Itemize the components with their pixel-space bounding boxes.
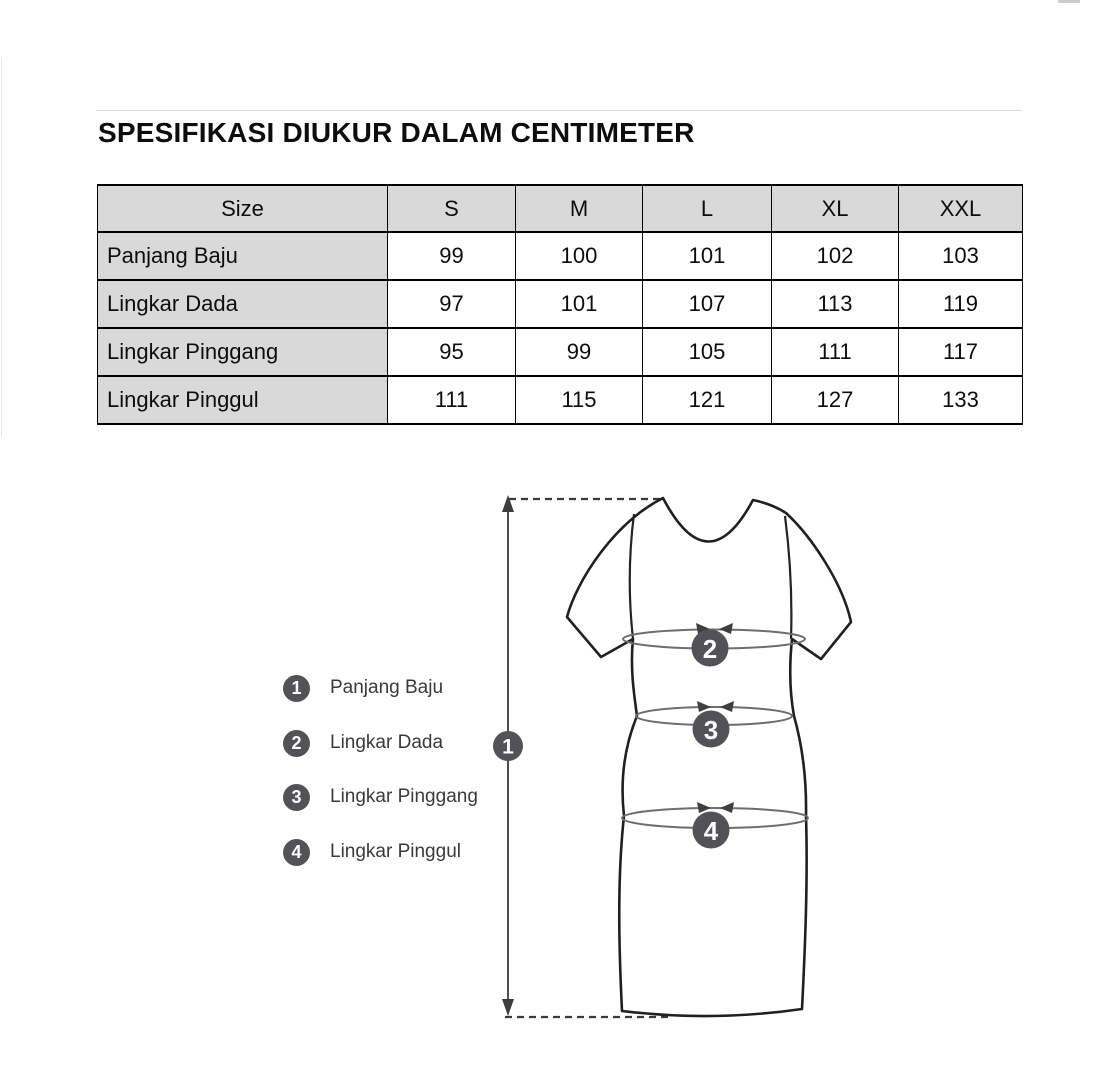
cell-value: 107 xyxy=(643,280,772,328)
cell-value: 97 xyxy=(388,280,516,328)
page-title: SPESIFIKASI DIUKUR DALAM CENTIMETER xyxy=(98,117,695,148)
legend-label: Lingkar Dada xyxy=(330,732,444,753)
cell-value: 99 xyxy=(388,232,516,280)
legend-badge-1-icon: 1 xyxy=(283,675,310,702)
col-header-size: Size xyxy=(98,185,388,232)
length-measure-badge xyxy=(493,731,523,761)
cell-value: 99 xyxy=(516,328,643,376)
cell-value: 133 xyxy=(899,376,1023,424)
col-header-m: M xyxy=(516,185,643,232)
table-row xyxy=(98,328,1023,376)
legend-item-lingkar-dada xyxy=(283,729,443,757)
row-label: Panjang Baju xyxy=(98,232,388,280)
cell-value: 101 xyxy=(643,232,772,280)
legend-label: Lingkar Pinggul xyxy=(330,841,461,862)
legend-label: Lingkar Pinggang xyxy=(330,786,478,807)
cell-value: 95 xyxy=(388,328,516,376)
arrow-down-icon xyxy=(502,999,514,1016)
dress-measurement-diagram xyxy=(440,480,920,1040)
length-badge-number: 1 xyxy=(502,735,514,759)
cell-value: 103 xyxy=(899,232,1023,280)
cell-value: 100 xyxy=(516,232,643,280)
legend-badge-3-icon: 3 xyxy=(283,784,310,811)
cell-value: 127 xyxy=(772,376,899,424)
row-label: Lingkar Pinggul xyxy=(98,376,388,424)
col-header-xl: XL xyxy=(772,185,899,232)
cell-value: 111 xyxy=(388,376,516,424)
cell-value: 115 xyxy=(516,376,643,424)
dress-outline xyxy=(567,498,851,1016)
page-left-edge xyxy=(1,57,2,437)
scrollbar-artifact xyxy=(1058,0,1080,3)
legend-badge-4-icon: 4 xyxy=(283,839,310,866)
table-row xyxy=(98,280,1023,328)
cell-value: 117 xyxy=(899,328,1023,376)
hip-badge-number: 4 xyxy=(703,816,719,846)
row-label: Lingkar Dada xyxy=(98,280,388,328)
cell-value: 101 xyxy=(516,280,643,328)
legend-badge-2-icon: 2 xyxy=(283,730,310,757)
cell-value: 102 xyxy=(772,232,899,280)
row-label: Lingkar Pinggang xyxy=(98,328,388,376)
cell-value: 105 xyxy=(643,328,772,376)
arrow-up-icon xyxy=(502,495,514,512)
table-row xyxy=(98,376,1023,424)
col-header-s: S xyxy=(388,185,516,232)
cell-value: 111 xyxy=(772,328,899,376)
waist-badge-number: 3 xyxy=(703,715,719,745)
panel-top-border xyxy=(96,110,1022,111)
cell-value: 113 xyxy=(772,280,899,328)
legend-item-lingkar-pinggul xyxy=(283,838,461,866)
table-row xyxy=(98,232,1023,280)
legend-label: Panjang Baju xyxy=(330,677,444,698)
size-table xyxy=(97,184,1023,425)
col-header-xxl: XXL xyxy=(899,185,1023,232)
cell-value: 121 xyxy=(643,376,772,424)
legend-item-panjang-baju xyxy=(283,674,443,702)
cell-value: 119 xyxy=(899,280,1023,328)
chest-badge-number: 2 xyxy=(702,634,718,664)
table-header-row xyxy=(98,185,1023,232)
col-header-l: L xyxy=(643,185,772,232)
